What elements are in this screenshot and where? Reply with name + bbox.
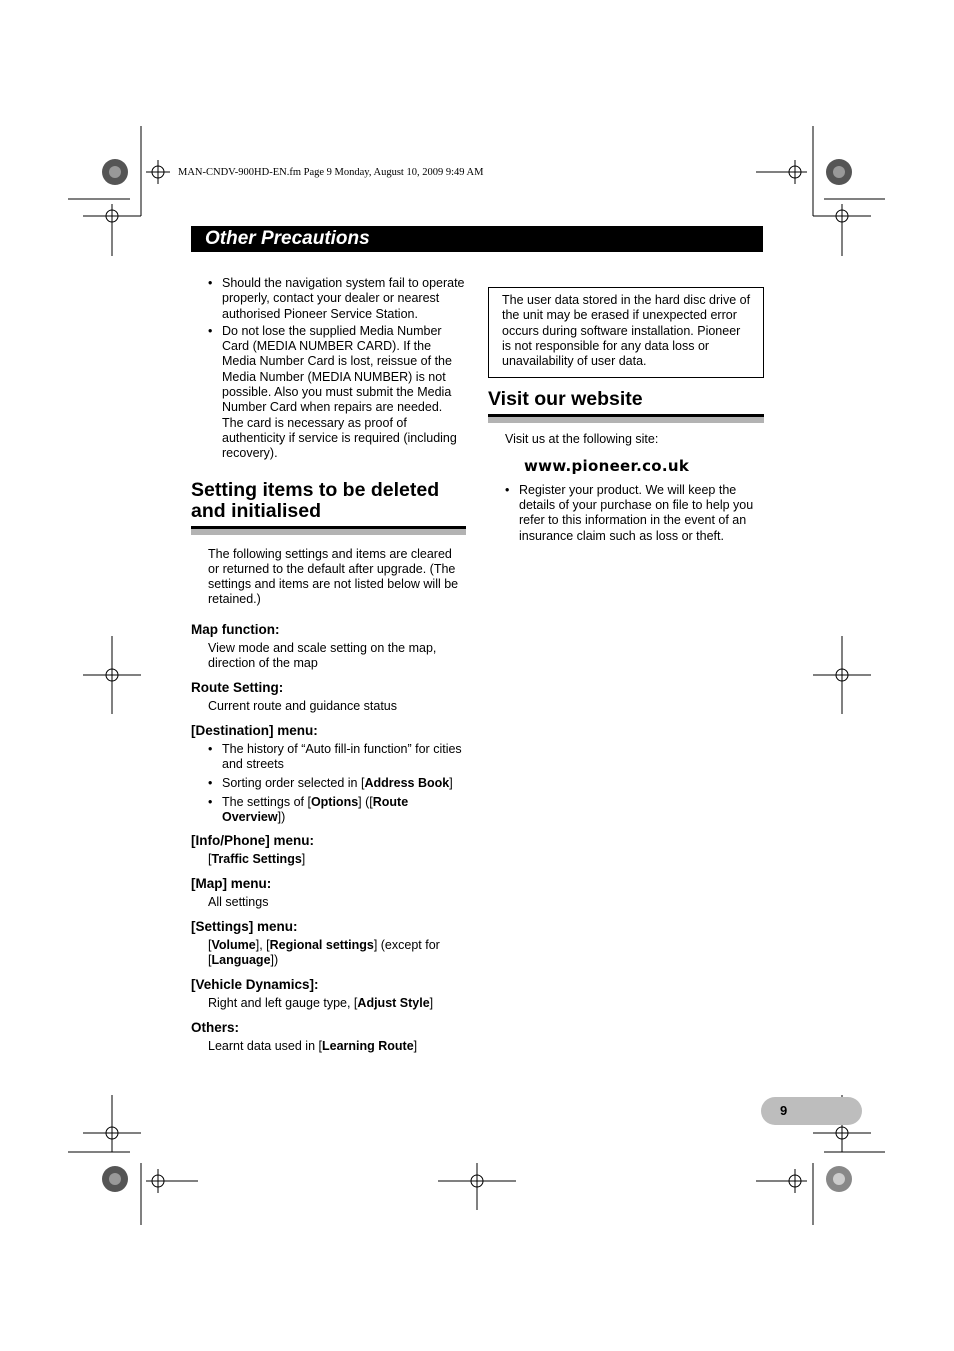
map-menu-text: All settings xyxy=(208,895,269,910)
left-column xyxy=(191,276,466,1054)
heading-line: and initialised xyxy=(191,499,322,522)
website-heading: Visit our website xyxy=(488,388,643,411)
info-phone-menu-text: [Traffic Settings] xyxy=(208,852,306,867)
list-item: • The history of “Auto fill-in function” for cities and streets xyxy=(191,742,466,773)
destination-menu-title: [Destination] menu: xyxy=(191,722,318,738)
route-setting-text: Current route and guidance status xyxy=(208,699,398,714)
section-title: Other Precautions xyxy=(205,228,370,249)
map-menu-title: [Map] menu: xyxy=(191,876,272,892)
website-intro: Visit us at the following site: xyxy=(505,432,659,447)
destination-menu-list xyxy=(191,742,466,825)
page-number: 9 xyxy=(780,1103,788,1118)
right-column xyxy=(488,287,764,546)
website-bullet-list xyxy=(488,483,764,544)
settings-intro: The following settings and items are cleared or returned to the default after upgrade. (The settings and items are not listed below will be retained.) xyxy=(208,546,459,607)
website-url: www.pioneer.co.uk xyxy=(524,456,690,475)
others-text: Learnt data used in [Learning Route] xyxy=(208,1038,418,1053)
website-heading-block xyxy=(488,389,764,423)
section-title-bar xyxy=(191,226,763,252)
settings-deleted-heading xyxy=(191,480,466,535)
settings-menu-text: [Volume], [Regional settings] (except for [Language]) xyxy=(208,937,440,968)
others-title: Others: xyxy=(191,1019,240,1035)
heading-line: Setting items to be deleted xyxy=(191,478,440,501)
note-box: The user data stored in the hard disc drive of the unit may be erased if unexpected error occurs during software installation. Pioneer is not responsible for any data loss or unavailability of user data. xyxy=(488,287,764,378)
settings-menu-title: [Settings] menu: xyxy=(191,918,298,934)
vehicle-dynamics-title: [Vehicle Dynamics]: xyxy=(191,977,319,993)
info-phone-menu-title: [Info/Phone] menu: xyxy=(191,833,314,849)
list-item: • Should the navigation system fail to operate properly, contact your dealer or nearest authorised Pioneer Service Station. xyxy=(191,276,466,322)
list-item: • Do not lose the supplied Media Number Card (MEDIA NUMBER CARD). If the Media Number Card is lost, reissue of the Media Number (MEDIA NUMBER) is not possible. Also you must submit the Media Number Card when repairs are needed. The card is necessary as proof of authenticity if service is required (including recovery). xyxy=(191,324,466,462)
route-setting-title: Route Setting: xyxy=(191,680,284,696)
list-item: • Register your product. We will keep the details of your purchase on file to help you refer to this information in the event of an insurance claim such as loss or theft. xyxy=(488,483,764,544)
vehicle-dynamics-text: Right and left gauge type, [Adjust Style] xyxy=(208,996,434,1011)
file-header: MAN-CNDV-900HD-EN.fm Page 9 Monday, August 10, 2009 9:49 AM xyxy=(178,167,484,178)
page-number-tab xyxy=(761,1097,862,1125)
map-function-title: Map function: xyxy=(191,621,280,637)
list-item: • The settings of [Options] ([Route Overview]) xyxy=(191,795,466,826)
map-function-text: View mode and scale setting on the map, direction of the map xyxy=(208,640,437,671)
intro-bullet-list xyxy=(191,276,466,462)
list-item: • Sorting order selected in [Address Book] xyxy=(191,776,466,791)
